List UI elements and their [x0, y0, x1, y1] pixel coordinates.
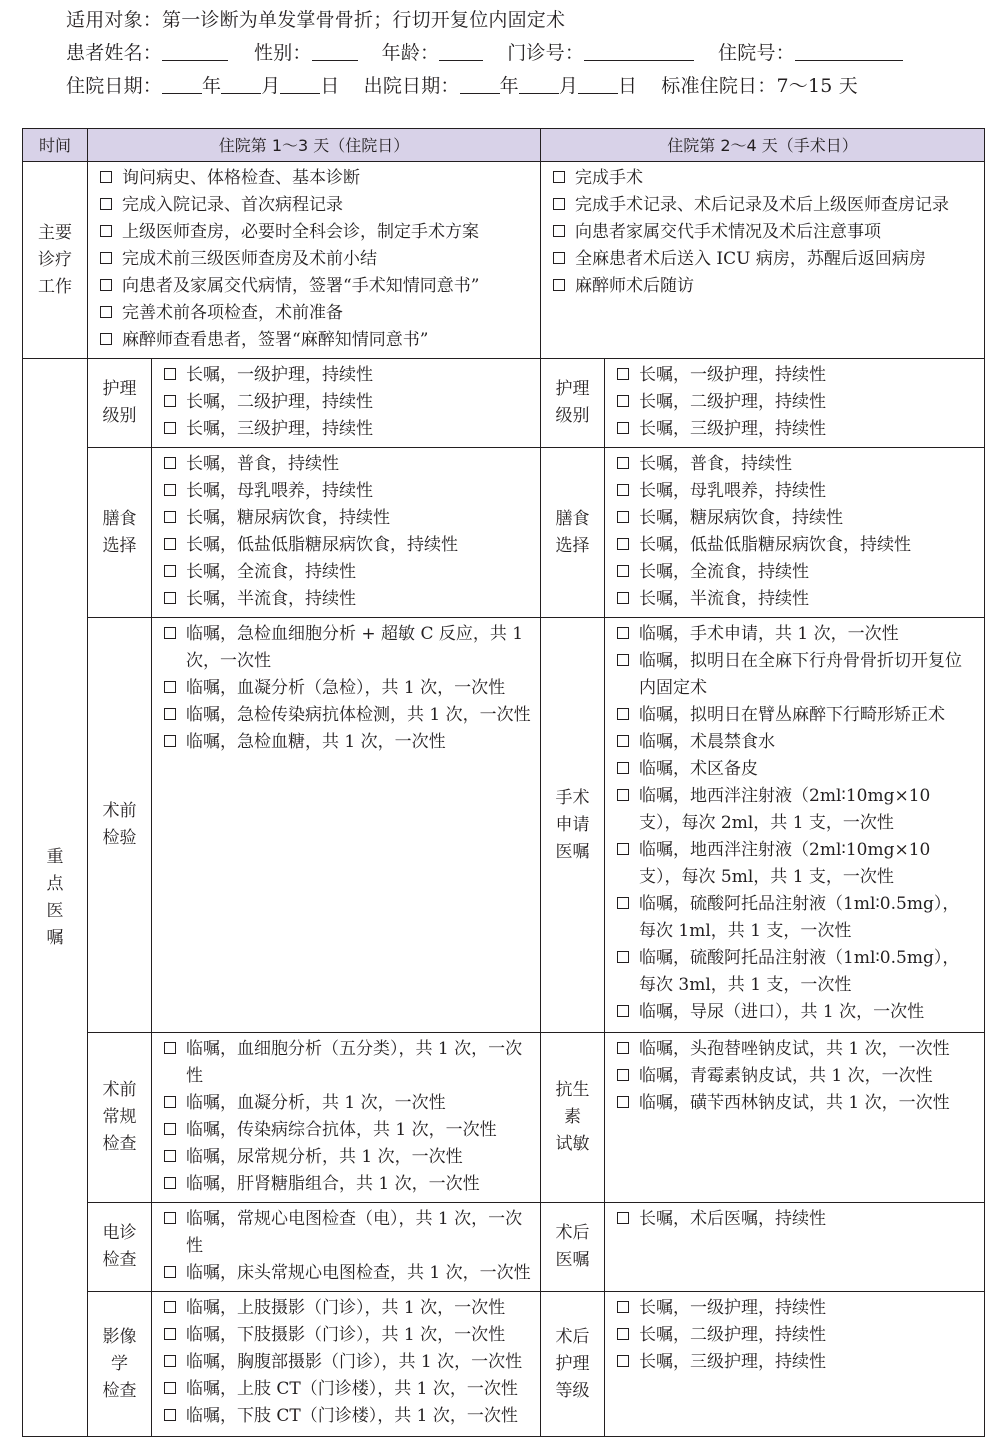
checkbox[interactable] — [164, 538, 176, 550]
checklist-item-text: 临嘱，硫酸阿托品注射液（1ml∶0.5mg），每次 1ml，共 1 支，一次性 — [639, 894, 960, 941]
clinical-pathway-table — [22, 128, 985, 1437]
checklist-item — [164, 1206, 532, 1260]
patient-name-label: 患者姓名： — [66, 42, 163, 64]
checkbox[interactable] — [164, 368, 176, 380]
checkbox[interactable] — [164, 1409, 176, 1421]
checklist-item — [617, 1206, 976, 1233]
checklist-item-text: 临嘱，胸腹部摄影（门诊），共 1 次，一次性 — [186, 1352, 523, 1372]
discharge-month-unit: 月 — [558, 75, 579, 97]
checklist-item-text: 长嘱，二级护理，持续性 — [186, 392, 373, 412]
order-category-day2 — [541, 359, 605, 448]
checkbox[interactable] — [617, 708, 629, 720]
checklist-item — [164, 1117, 532, 1144]
checkbox[interactable] — [617, 1005, 629, 1017]
checklist-item — [617, 1063, 976, 1090]
table-header-row — [23, 129, 985, 162]
checklist-item — [553, 165, 976, 192]
checklist-item-text: 长嘱，三级护理，持续性 — [639, 419, 827, 439]
discharge-day-field[interactable] — [578, 73, 618, 94]
checkbox[interactable] — [164, 511, 176, 523]
checklist-item-text: 临嘱，青霉素钠皮试，共 1 次，一次性 — [639, 1066, 933, 1086]
main-work-row — [23, 162, 985, 359]
checklist-item-text: 完成手术记录、术后记录及术后上级医师查房记录 — [575, 195, 950, 215]
checklist-item — [617, 837, 976, 891]
checkbox[interactable] — [617, 484, 629, 496]
checklist-item — [164, 416, 532, 443]
checklist-item — [100, 219, 532, 246]
checklist-item — [164, 1403, 532, 1430]
checkbox[interactable] — [164, 1355, 176, 1367]
checklist-item-text: 临嘱，术区备皮 — [639, 759, 759, 779]
form-header — [66, 4, 986, 103]
checklist-item-text: 临嘱，拟明日在臂丛麻醉下行畸形矫正术 — [639, 705, 946, 725]
checklist-item-text: 临嘱，急检传染病抗体检测，共 1 次，一次性 — [186, 705, 531, 725]
checkbox[interactable] — [553, 252, 565, 264]
checklist-item — [100, 300, 532, 327]
order-category-day2-text: 术后 护理 等级 — [555, 1326, 590, 1401]
order-items-day2 — [605, 1033, 985, 1203]
checklist-item-text: 长嘱，三级护理，持续性 — [639, 1352, 827, 1372]
checklist-item — [164, 389, 532, 416]
checklist-item — [617, 505, 976, 532]
checkbox[interactable] — [164, 457, 176, 469]
checkbox[interactable] — [164, 1042, 176, 1054]
checkbox[interactable] — [617, 843, 629, 855]
checklist-item — [164, 1171, 532, 1198]
checklist-item-text: 临嘱，地西泮注射液（2ml∶10mg×10 支），每次 5ml，共 1 支，一次性 — [639, 840, 931, 887]
checklist-item-text: 长嘱，低盐低脂糖尿病饮食，持续性 — [186, 535, 458, 555]
checklist-item — [164, 532, 532, 559]
order-category-day2-text: 膳食 选择 — [555, 508, 590, 556]
checklist-item-text: 临嘱，术晨禁食水 — [639, 732, 776, 752]
checklist-item-text: 完成手术 — [575, 168, 644, 188]
checklist-item-text: 临嘱，血细胞分析（五分类），共 1 次，一次性 — [186, 1039, 523, 1086]
checkbox[interactable] — [164, 1328, 176, 1340]
checklist-item — [617, 389, 976, 416]
order-items-day1 — [152, 448, 541, 618]
order-items-day1 — [152, 1203, 541, 1292]
checklist-item — [100, 165, 532, 192]
checklist-item — [553, 273, 976, 300]
checkbox[interactable] — [617, 1096, 629, 1108]
checklist-item-text: 临嘱，下肢摄影（门诊），共 1 次，一次性 — [186, 1325, 506, 1345]
checklist-item — [164, 505, 532, 532]
checklist-item-text: 长嘱，糖尿病饮食，持续性 — [186, 508, 390, 528]
age-field[interactable] — [439, 40, 483, 61]
checklist-item — [100, 246, 532, 273]
checklist-item — [164, 1260, 532, 1287]
checklist-item — [617, 478, 976, 505]
order-row — [23, 359, 985, 448]
checkbox[interactable] — [100, 198, 112, 210]
checkbox[interactable] — [164, 735, 176, 747]
day1-header: 住院第 1～3 天（住院日） — [88, 129, 541, 162]
checklist-item-text: 长嘱，母乳喂养，持续性 — [186, 481, 373, 501]
checkbox[interactable] — [100, 225, 112, 237]
checklist-item-text: 长嘱，术后医嘱，持续性 — [639, 1209, 827, 1229]
checkbox[interactable] — [553, 198, 565, 210]
clinic-no-label: 门诊号： — [507, 42, 585, 64]
checklist-item — [164, 1322, 532, 1349]
checkbox[interactable] — [164, 1301, 176, 1313]
checklist-item-text: 临嘱，血凝分析（急检），共 1 次，一次性 — [186, 678, 506, 698]
order-items-day1 — [152, 359, 541, 448]
order-row — [23, 618, 985, 1033]
checklist-item-text: 完成入院记录、首次病程记录 — [122, 195, 343, 215]
main-work-label — [23, 162, 88, 359]
checklist-item — [164, 362, 532, 389]
checkbox[interactable] — [617, 1069, 629, 1081]
checklist-item — [164, 478, 532, 505]
checkbox[interactable] — [164, 484, 176, 496]
checklist-item — [617, 1295, 976, 1322]
discharge-year-unit: 年 — [499, 75, 519, 97]
checklist-item — [617, 362, 976, 389]
order-category-day1 — [88, 618, 152, 1033]
checklist-item-text: 长嘱，三级护理，持续性 — [186, 419, 373, 439]
checklist-item — [164, 702, 532, 729]
checklist-item — [164, 1295, 532, 1322]
checklist-item — [100, 192, 532, 219]
checkbox[interactable] — [164, 1123, 176, 1135]
inpatient-no-field[interactable] — [795, 40, 903, 61]
checkbox[interactable] — [164, 395, 176, 407]
checkbox[interactable] — [100, 171, 112, 183]
inpatient-no-label: 住院号： — [718, 42, 795, 64]
clinic-no-field[interactable] — [584, 40, 694, 61]
checkbox[interactable] — [164, 681, 176, 693]
checklist-item — [164, 675, 532, 702]
checklist-item-text: 长嘱，普食，持续性 — [186, 454, 339, 474]
checklist-item — [617, 586, 976, 613]
checklist-item-text: 临嘱，传染病综合抗体，共 1 次，一次性 — [186, 1120, 497, 1140]
checkbox[interactable] — [617, 627, 629, 639]
checklist-item-text: 长嘱，一级护理，持续性 — [639, 1298, 827, 1318]
checklist-item — [617, 945, 976, 999]
admit-month-unit: 月 — [261, 75, 281, 97]
order-category-day1-text: 电诊 检查 — [102, 1223, 137, 1270]
checklist-item — [100, 273, 532, 300]
checklist-item-text: 临嘱，上肢摄影（门诊），共 1 次，一次性 — [186, 1298, 506, 1318]
standard-stay: 标准住院日：7～15 天 — [661, 75, 858, 97]
discharge-year-field[interactable] — [460, 73, 500, 94]
checkbox[interactable] — [617, 762, 629, 774]
main-work-day2 — [541, 162, 985, 359]
checklist-item-text: 长嘱，二级护理，持续性 — [639, 1325, 827, 1345]
checklist-item-text: 长嘱，一级护理，持续性 — [639, 365, 827, 385]
admit-day-field[interactable] — [280, 73, 320, 94]
checklist-item — [164, 1090, 532, 1117]
order-category-day1 — [88, 359, 152, 448]
checklist-item — [617, 756, 976, 783]
applicable-line: 适用对象：第一诊断为单发掌骨骨折；行切开复位内固定术 — [66, 9, 566, 31]
checklist-item-text: 询问病史、体格检查、基本诊断 — [122, 168, 360, 188]
patient-info-line — [66, 37, 986, 70]
order-category-day1-text: 术前 常规 检查 — [102, 1080, 137, 1154]
order-category-day2-text: 护理 级别 — [555, 379, 590, 426]
checklist-item-text: 向患者及家属交代病情，签署“手术知情同意书” — [122, 276, 480, 296]
order-category-day2-text: 手术 申请 医嘱 — [555, 787, 590, 862]
checklist-item — [617, 621, 976, 648]
checkbox[interactable] — [617, 897, 629, 909]
checklist-item-text: 临嘱，地西泮注射液（2ml∶10mg×10 支），每次 2ml，共 1 支，一次性 — [639, 786, 931, 833]
time-header: 时间 — [23, 129, 88, 162]
checklist-item — [617, 648, 976, 702]
age-label: 年龄： — [381, 42, 440, 64]
checkbox[interactable] — [164, 1266, 176, 1278]
checklist-item-text: 长嘱，糖尿病饮食，持续性 — [639, 508, 844, 528]
order-items-day2 — [605, 448, 985, 618]
checklist-item-text: 临嘱，硫酸阿托品注射液（1ml∶0.5mg），每次 3ml，共 1 支，一次性 — [639, 948, 960, 995]
checkbox[interactable] — [100, 279, 112, 291]
main-work-day1 — [88, 162, 541, 359]
checklist-item-text: 长嘱，二级护理，持续性 — [639, 392, 827, 412]
checkbox[interactable] — [100, 333, 112, 345]
checklist-item — [164, 451, 532, 478]
checklist-item — [553, 219, 976, 246]
checkbox[interactable] — [617, 1212, 629, 1224]
checklist-item-text: 长嘱，半流食，持续性 — [639, 589, 810, 609]
checkbox[interactable] — [164, 1382, 176, 1394]
checkbox[interactable] — [617, 951, 629, 963]
checkbox[interactable] — [617, 565, 629, 577]
checklist-item-text: 临嘱，手术申请，共 1 次，一次性 — [639, 624, 899, 644]
checklist-item — [617, 451, 976, 478]
checkbox[interactable] — [164, 1212, 176, 1224]
checklist-item — [100, 327, 532, 354]
order-category-day1-text: 术前 检验 — [102, 801, 137, 848]
patient-name-field[interactable] — [162, 40, 228, 61]
admit-month-field[interactable] — [221, 73, 261, 94]
admit-year-field[interactable] — [162, 73, 202, 94]
checkbox[interactable] — [100, 252, 112, 264]
checklist-item-text: 临嘱，急检血糖，共 1 次，一次性 — [186, 732, 446, 752]
checklist-item — [617, 729, 976, 756]
checklist-item — [617, 1090, 976, 1117]
order-category-day1 — [88, 1203, 152, 1292]
checklist-item — [617, 559, 976, 586]
checkbox[interactable] — [617, 538, 629, 550]
checklist-item-text: 临嘱，拟明日在全麻下行舟骨骨折切开复位内固定术 — [639, 651, 963, 698]
admit-day-unit: 日 — [320, 75, 340, 97]
checklist-item-text: 临嘱，血凝分析，共 1 次，一次性 — [186, 1093, 446, 1113]
discharge-month-field[interactable] — [519, 73, 559, 94]
checklist-item — [617, 999, 976, 1026]
order-items-day2 — [605, 359, 985, 448]
order-category-day1 — [88, 1033, 152, 1203]
checklist-item — [617, 783, 976, 837]
order-category-day1 — [88, 448, 152, 618]
checkbox[interactable] — [617, 735, 629, 747]
checkbox[interactable] — [164, 708, 176, 720]
checklist-item-text: 麻醉师术后随访 — [575, 276, 695, 296]
checklist-item-text: 长嘱，一级护理，持续性 — [186, 365, 373, 385]
order-category-day2 — [541, 448, 605, 618]
checklist-item-text: 临嘱，床头常规心电图检查，共 1 次，一次性 — [186, 1263, 531, 1283]
checkbox[interactable] — [100, 306, 112, 318]
checklist-item-text: 临嘱，下肢 CT（门诊楼），共 1 次，一次性 — [186, 1406, 518, 1426]
checkbox[interactable] — [617, 395, 629, 407]
checklist-item — [617, 702, 976, 729]
day2-header: 住院第 2～4 天（手术日） — [541, 129, 985, 162]
checklist-item — [164, 586, 532, 613]
checklist-item-text: 上级医师查房，必要时全科会诊，制定手术方案 — [122, 222, 479, 242]
order-row — [23, 1033, 985, 1203]
checklist-item-text: 临嘱，导尿（进口），共 1 次，一次性 — [639, 1002, 925, 1022]
discharge-date-label: 出院日期： — [363, 75, 460, 97]
order-items-day2 — [605, 618, 985, 1033]
order-category-day1-text: 膳食 选择 — [102, 508, 137, 556]
order-row — [23, 448, 985, 618]
order-category-day2 — [541, 618, 605, 1033]
checklist-item-text: 长嘱，全流食，持续性 — [639, 562, 810, 582]
checkbox[interactable] — [617, 654, 629, 666]
checkbox[interactable] — [164, 627, 176, 639]
checklist-item-text: 长嘱，母乳喂养，持续性 — [639, 481, 827, 501]
checkbox[interactable] — [617, 422, 629, 434]
gender-field[interactable] — [312, 40, 358, 61]
checkbox[interactable] — [164, 592, 176, 604]
checkbox[interactable] — [617, 1301, 629, 1313]
checklist-item — [617, 1322, 976, 1349]
checkbox[interactable] — [617, 368, 629, 380]
checklist-item-text: 长嘱，全流食，持续性 — [186, 562, 356, 582]
order-category-day1-text: 护理 级别 — [102, 379, 137, 426]
dates-line — [66, 70, 986, 103]
checkbox[interactable] — [617, 511, 629, 523]
checklist-item — [617, 1036, 976, 1063]
checkbox[interactable] — [164, 565, 176, 577]
checklist-item-text: 临嘱，头孢替唑钠皮试，共 1 次，一次性 — [639, 1039, 950, 1059]
checklist-item — [617, 416, 976, 443]
checklist-item — [164, 1036, 532, 1090]
order-category-day2-text: 术后 医嘱 — [555, 1223, 590, 1270]
checkbox[interactable] — [617, 592, 629, 604]
order-items-day2 — [605, 1292, 985, 1437]
order-row — [23, 1292, 985, 1437]
checklist-item-text: 长嘱，低盐低脂糖尿病饮食，持续性 — [639, 535, 912, 555]
checklist-item-text: 临嘱，急检血细胞分析 + 超敏 C 反应，共 1 次，一次性 — [186, 624, 524, 671]
checklist-item — [553, 246, 976, 273]
checkbox[interactable] — [617, 457, 629, 469]
checkbox[interactable] — [617, 1328, 629, 1340]
checkbox[interactable] — [164, 1096, 176, 1108]
checkbox[interactable] — [553, 225, 565, 237]
checklist-item — [164, 559, 532, 586]
checklist-item-text: 临嘱，肝肾糖脂组合，共 1 次，一次性 — [186, 1174, 480, 1194]
checklist-item-text: 长嘱，普食，持续性 — [639, 454, 793, 474]
checklist-item-text: 全麻患者术后送入 ICU 病房，苏醒后返回病房 — [575, 249, 926, 269]
checkbox[interactable] — [164, 422, 176, 434]
checklist-item-text: 临嘱，尿常规分析，共 1 次，一次性 — [186, 1147, 463, 1167]
checkbox[interactable] — [553, 279, 565, 291]
checkbox[interactable] — [164, 1150, 176, 1162]
order-items-day1 — [152, 618, 541, 1033]
checklist-item-text: 临嘱，磺苄西林钠皮试，共 1 次，一次性 — [639, 1093, 950, 1113]
checklist-item — [164, 729, 532, 756]
checkbox[interactable] — [617, 1042, 629, 1054]
checklist-item — [617, 891, 976, 945]
checklist-item-text: 临嘱，常规心电图检查（电），共 1 次，一次性 — [186, 1209, 523, 1256]
orders-label-text: 重 点 医 嘱 — [46, 846, 64, 948]
main-work-label-text: 主要 诊疗 工作 — [38, 222, 72, 297]
checklist-item-text: 麻醉师查看患者，签署“麻醉知情同意书” — [122, 330, 429, 350]
gender-label: 性别： — [254, 42, 312, 64]
discharge-day-unit: 日 — [618, 75, 638, 97]
order-category-day1 — [88, 1292, 152, 1437]
checkbox[interactable] — [164, 1177, 176, 1189]
order-items-day1 — [152, 1292, 541, 1437]
checklist-item — [164, 1144, 532, 1171]
checkbox[interactable] — [617, 1355, 629, 1367]
checkbox[interactable] — [617, 789, 629, 801]
order-category-day2-text: 抗生 素 试敏 — [555, 1080, 590, 1154]
admit-date-label: 住院日期： — [66, 75, 163, 97]
checklist-item-text: 临嘱，上肢 CT（门诊楼），共 1 次，一次性 — [186, 1379, 518, 1399]
order-items-day1 — [152, 1033, 541, 1203]
order-items-day2 — [605, 1203, 985, 1292]
order-category-day2 — [541, 1033, 605, 1203]
checklist-item — [617, 532, 976, 559]
checklist-item-text: 向患者家属交代手术情况及术后注意事项 — [575, 222, 882, 242]
checklist-item — [164, 1349, 532, 1376]
checklist-item — [164, 621, 532, 675]
checklist-item-text: 完善术前各项检查，术前准备 — [122, 303, 343, 323]
order-row — [23, 1203, 985, 1292]
checklist-item — [553, 192, 976, 219]
checklist-item — [617, 1349, 976, 1376]
checklist-item-text: 完成术前三级医师查房及术前小结 — [122, 249, 377, 269]
admit-year-unit: 年 — [202, 75, 222, 97]
order-category-day1-text: 影像 学 检查 — [102, 1326, 137, 1401]
order-category-day2 — [541, 1203, 605, 1292]
checkbox[interactable] — [553, 171, 565, 183]
orders-label — [23, 359, 88, 1437]
checklist-item-text: 长嘱，半流食，持续性 — [186, 589, 356, 609]
order-category-day2 — [541, 1292, 605, 1437]
